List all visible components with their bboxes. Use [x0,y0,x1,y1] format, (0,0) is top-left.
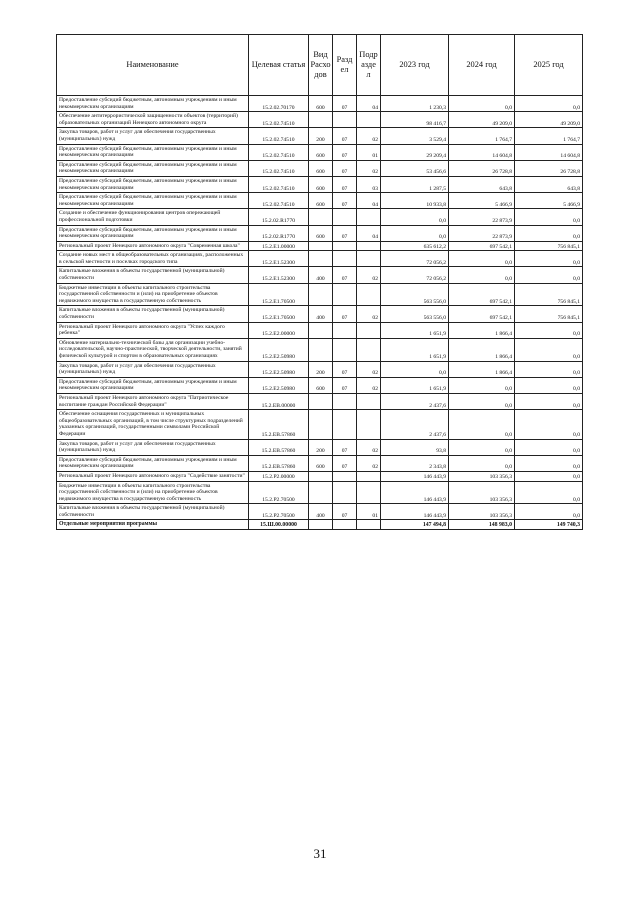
row-section-cell: 07 [333,306,357,322]
row-target-article-cell: 15.2.P2.70500 [249,481,309,504]
row-2025-value-cell: 0,0 [515,322,583,338]
row-section-cell [333,112,357,128]
row-name-cell: Предоставление субсидий бюджетным, автономным учреждениям и иным некоммерческим организациям [57,96,249,112]
row-2024-value-cell: 148 983,0 [449,520,515,530]
row-expense-type-cell: 200 [309,361,333,377]
row-2025-value-cell: 26 728,8 [515,160,583,176]
row-subsection-cell [357,209,381,225]
table-row [57,128,583,144]
row-expense-type-cell: 600 [309,377,333,393]
row-2023-value-cell: 146 443,9 [381,504,449,520]
row-2025-value-cell: 0,0 [515,439,583,455]
row-2024-value-cell: 0,0 [449,393,515,409]
row-name-cell: Создание и обеспечение функционирования центров опережающей профессиональной подготовки [57,209,249,225]
table-row [57,471,583,481]
row-2025-value-cell: 0,0 [515,251,583,267]
row-name-cell: Предоставление субсидий бюджетным, автономным учреждениям и иным некоммерческим организациям [57,176,249,192]
row-section-cell: 07 [333,176,357,192]
row-expense-type-cell: 600 [309,144,333,160]
row-2024-value-cell: 697 542,1 [449,306,515,322]
row-subsection-cell [357,471,381,481]
row-expense-type-cell: 600 [309,160,333,176]
row-expense-type-cell: 600 [309,455,333,471]
row-subsection-cell [357,112,381,128]
row-target-article-cell: 15.Ш.00.00000 [249,520,309,530]
row-2024-value-cell: 0,0 [449,410,515,439]
row-name-cell: Региональный проект Ненецкого автономного округа "Современная школа" [57,241,249,251]
row-expense-type-cell: 600 [309,225,333,241]
row-name-cell: Региональный проект Ненецкого автономного округа "Успех каждого ребенка" [57,322,249,338]
table-row [57,481,583,504]
row-section-cell [333,393,357,409]
table-row [57,251,583,267]
row-target-article-cell: 15.2.E1.52300 [249,267,309,283]
row-2025-value-cell: 0,0 [515,209,583,225]
row-2023-value-cell: 1 651,9 [381,322,449,338]
row-subsection-cell [357,410,381,439]
row-name-cell: Капитальные вложения в объекты государственной (муниципальной) собственности [57,504,249,520]
row-2025-value-cell: 0,0 [515,377,583,393]
row-expense-type-cell [309,520,333,530]
row-section-cell: 07 [333,377,357,393]
row-2025-value-cell: 1 764,7 [515,128,583,144]
row-2025-value-cell: 0,0 [515,361,583,377]
row-name-cell: Отдельные мероприятия программы [57,520,249,530]
row-2023-value-cell: 147 494,8 [381,520,449,530]
row-section-cell: 07 [333,439,357,455]
row-name-cell: Закупка товаров, работ и услуг для обеспечения государственных (муниципальных) нужд [57,128,249,144]
row-2025-value-cell: 756 845,1 [515,241,583,251]
row-expense-type-cell: 400 [309,267,333,283]
row-expense-type-cell: 200 [309,439,333,455]
row-section-cell: 07 [333,504,357,520]
row-subsection-cell: 02 [357,439,381,455]
table-row [57,241,583,251]
row-target-article-cell: 15.2.E2.00000 [249,322,309,338]
row-2025-value-cell: 0,0 [515,504,583,520]
row-section-cell [333,283,357,306]
table-row [57,322,583,338]
row-2024-value-cell: 1 866,4 [449,322,515,338]
row-2023-value-cell: 1 287,5 [381,176,449,192]
row-section-cell: 07 [333,144,357,160]
row-2023-value-cell: 72 056,2 [381,267,449,283]
row-target-article-cell: 15.2.02.74510 [249,144,309,160]
row-2023-value-cell: 98 416,7 [381,112,449,128]
row-2024-value-cell: 0,0 [449,251,515,267]
row-target-article-cell: 15.2.E1.52300 [249,251,309,267]
row-section-cell [333,322,357,338]
table-row [57,267,583,283]
page-number: 31 [313,846,327,861]
row-section-cell [333,209,357,225]
row-target-article-cell: 15.2.P2.00000 [249,471,309,481]
row-2024-value-cell: 103 356,3 [449,471,515,481]
row-2023-value-cell: 93,8 [381,439,449,455]
row-expense-type-cell: 600 [309,96,333,112]
row-2025-value-cell: 5 466,9 [515,193,583,209]
row-2023-value-cell: 0,0 [381,361,449,377]
row-section-cell [333,481,357,504]
row-section-cell: 07 [333,361,357,377]
row-subsection-cell: 04 [357,225,381,241]
row-subsection-cell [357,338,381,361]
row-section-cell: 07 [333,225,357,241]
row-target-article-cell: 15.2.EB.00000 [249,393,309,409]
row-expense-type-cell: 600 [309,176,333,192]
header-row [57,35,583,96]
row-2025-value-cell: 643,8 [515,176,583,192]
row-2025-value-cell: 49 209,0 [515,112,583,128]
row-section-cell: 07 [333,193,357,209]
row-subsection-cell [357,520,381,530]
row-name-cell: Бюджетные инвестиции в объекты капитального строительства государственной собственности и (или) на приобретение объектов недвижимого имущества в государственную собственность [57,481,249,504]
table-row [57,361,583,377]
row-expense-type-cell: 400 [309,306,333,322]
row-subsection-cell: 02 [357,455,381,471]
row-2023-value-cell: 2 343,8 [381,455,449,471]
row-name-cell: Бюджетные инвестиции в объекты капитального строительства государственной собственности и (или) на приобретение объектов недвижимого имущества в государственную собственность [57,283,249,306]
table-header [57,35,583,96]
row-expense-type-cell: 200 [309,128,333,144]
row-expense-type-cell [309,209,333,225]
row-expense-type-cell [309,393,333,409]
row-expense-type-cell [309,112,333,128]
row-section-cell: 07 [333,128,357,144]
row-name-cell: Обеспечение оснащения государственных и муниципальных общеобразовательных организаций, в том числе структурных подразделений указанных организаций, государственными символами Российской Федерации [57,410,249,439]
header-year-2024: 2024 год [449,35,515,96]
row-2024-value-cell: 5 466,9 [449,193,515,209]
row-subsection-cell: 01 [357,144,381,160]
row-target-article-cell: 15.2.02.74510 [249,128,309,144]
row-expense-type-cell [309,251,333,267]
table-row [57,112,583,128]
row-name-cell: Предоставление субсидий бюджетным, автономным учреждениям и иным некоммерческим организациям [57,377,249,393]
row-section-cell: 07 [333,455,357,471]
row-section-cell [333,520,357,530]
row-2024-value-cell: 1 764,7 [449,128,515,144]
row-section-cell [333,410,357,439]
row-target-article-cell: 15.2.E1.70500 [249,306,309,322]
row-target-article-cell: 15.2.E2.50980 [249,361,309,377]
row-name-cell: Капитальные вложения в объекты государственной (муниципальной) собственности [57,267,249,283]
row-section-cell [333,241,357,251]
row-2024-value-cell: 103 356,3 [449,504,515,520]
header-expense-type: Вид Расхо дов [309,35,333,96]
row-section-cell: 07 [333,96,357,112]
row-expense-type-cell: 400 [309,504,333,520]
row-target-article-cell: 15.2.E1.70500 [249,283,309,306]
row-2023-value-cell: 1 651,9 [381,338,449,361]
row-name-cell: Региональный проект Ненецкого автономного округа "Патриотическое воспитание граждан Российской Федерации" [57,393,249,409]
row-2024-value-cell: 0,0 [449,377,515,393]
row-subsection-cell [357,322,381,338]
row-expense-type-cell [309,410,333,439]
row-subsection-cell: 02 [357,267,381,283]
row-2024-value-cell: 103 356,3 [449,481,515,504]
row-target-article-cell: 15.2.02.R1770 [249,209,309,225]
row-2025-value-cell: 756 845,1 [515,283,583,306]
row-section-cell [333,338,357,361]
table-row [57,176,583,192]
row-section-cell: 07 [333,267,357,283]
row-2024-value-cell: 22 873,9 [449,209,515,225]
row-2024-value-cell: 697 542,1 [449,241,515,251]
row-2025-value-cell: 0,0 [515,267,583,283]
row-name-cell: Региональный проект Ненецкого автономного округа "Содействие занятости" [57,471,249,481]
row-2025-value-cell: 0,0 [515,338,583,361]
row-subsection-cell: 02 [357,377,381,393]
row-subsection-cell: 03 [357,176,381,192]
row-name-cell: Обеспечение антитеррористической защищенности объектов (территорий) образовательных организаций Ненецкого автономного округа [57,112,249,128]
table-row [57,504,583,520]
row-expense-type-cell [309,471,333,481]
row-subsection-cell [357,241,381,251]
header-subsection: Подр азде л [357,35,381,96]
row-2025-value-cell: 0,0 [515,225,583,241]
row-2023-value-cell: 635 612,2 [381,241,449,251]
header-name: Наименование [57,35,249,96]
row-2023-value-cell: 29 209,4 [381,144,449,160]
table-row [57,96,583,112]
table-row [57,144,583,160]
table-row [57,193,583,209]
row-2023-value-cell: 2 437,6 [381,410,449,439]
row-2024-value-cell: 697 542,1 [449,283,515,306]
row-2023-value-cell: 563 556,0 [381,306,449,322]
row-expense-type-cell [309,338,333,361]
row-2024-value-cell: 22 873,9 [449,225,515,241]
row-2023-value-cell: 1 651,9 [381,377,449,393]
row-target-article-cell: 15.2.P2.70500 [249,504,309,520]
row-target-article-cell: 15.2.E1.00000 [249,241,309,251]
row-2024-value-cell: 26 728,8 [449,160,515,176]
row-section-cell [333,251,357,267]
row-2024-value-cell: 0,0 [449,439,515,455]
row-2023-value-cell: 0,0 [381,225,449,241]
row-target-article-cell: 15.2.E2.50980 [249,377,309,393]
row-target-article-cell: 15.2.02.74510 [249,112,309,128]
row-name-cell: Предоставление субсидий бюджетным, автономным учреждениям и иным некоммерческим организациям [57,225,249,241]
row-name-cell: Закупка товаров, работ и услуг для обеспечения государственных (муниципальных) нужд [57,361,249,377]
row-expense-type-cell [309,481,333,504]
row-2025-value-cell: 0,0 [515,455,583,471]
row-subsection-cell [357,393,381,409]
row-2024-value-cell: 0,0 [449,267,515,283]
table-row [57,283,583,306]
row-2023-value-cell: 72 056,2 [381,251,449,267]
row-2024-value-cell: 0,0 [449,96,515,112]
table-row [57,209,583,225]
row-2024-value-cell: 49 209,0 [449,112,515,128]
row-2024-value-cell: 1 866,4 [449,338,515,361]
row-name-cell: Предоставление субсидий бюджетным, автономным учреждениям и иным некоммерческим организациям [57,144,249,160]
table-row [57,393,583,409]
row-2025-value-cell: 0,0 [515,393,583,409]
row-name-cell: Предоставление субсидий бюджетным, автономным учреждениям и иным некоммерческим организациям [57,455,249,471]
table-row [57,160,583,176]
row-2025-value-cell: 0,0 [515,471,583,481]
row-2023-value-cell: 2 437,6 [381,393,449,409]
row-subsection-cell [357,481,381,504]
row-target-article-cell: 15.2.E2.50980 [249,338,309,361]
row-name-cell: Обновление материально-технической базы для организации учебно-исследовательской, научно-практической, творческой деятельности, занятий физической культурой и спортом в образовательных организациях [57,338,249,361]
row-2025-value-cell: 0,0 [515,410,583,439]
row-subsection-cell: 01 [357,504,381,520]
row-subsection-cell [357,283,381,306]
row-expense-type-cell [309,283,333,306]
row-target-article-cell: 15.2.02.74510 [249,176,309,192]
table-row [57,410,583,439]
table-row [57,377,583,393]
row-expense-type-cell: 600 [309,193,333,209]
row-2025-value-cell: 149 740,3 [515,520,583,530]
row-subsection-cell [357,251,381,267]
row-name-cell: Предоставление субсидий бюджетным, автономным учреждениям и иным некоммерческим организациям [57,193,249,209]
table-row [57,455,583,471]
row-expense-type-cell [309,322,333,338]
row-2023-value-cell: 0,0 [381,209,449,225]
row-2025-value-cell: 0,0 [515,481,583,504]
row-target-article-cell: 15.2.EB.57860 [249,410,309,439]
row-2024-value-cell: 0,0 [449,455,515,471]
row-target-article-cell: 15.2.EB.57860 [249,455,309,471]
row-section-cell: 07 [333,160,357,176]
row-target-article-cell: 15.2.02.70170 [249,96,309,112]
row-name-cell: Закупка товаров, работ и услуг для обеспечения государственных (муниципальных) нужд [57,439,249,455]
row-name-cell: Капитальные вложения в объекты государственной (муниципальной) собственности [57,306,249,322]
row-2023-value-cell: 53 456,6 [381,160,449,176]
row-2024-value-cell: 14 604,8 [449,144,515,160]
row-2023-value-cell: 563 556,0 [381,283,449,306]
row-section-cell [333,471,357,481]
row-target-article-cell: 15.2.02.74510 [249,193,309,209]
row-target-article-cell: 15.2.02.74510 [249,160,309,176]
header-target-article: Целевая статья [249,35,309,96]
row-2024-value-cell: 1 866,4 [449,361,515,377]
row-2023-value-cell: 3 529,4 [381,128,449,144]
row-subsection-cell: 02 [357,128,381,144]
row-subsection-cell: 04 [357,193,381,209]
row-name-cell: Создание новых мест в общеобразовательных организациях, расположенных в сельской местности и поселках городского типа [57,251,249,267]
row-name-cell: Предоставление субсидий бюджетным, автономным учреждениям и иным некоммерческим организациям [57,160,249,176]
header-year-2023: 2023 год [381,35,449,96]
table-row [57,338,583,361]
budget-table-container [56,34,582,530]
row-target-article-cell: 15.2.EB.57860 [249,439,309,455]
row-subsection-cell: 02 [357,361,381,377]
row-expense-type-cell [309,241,333,251]
table-row [57,439,583,455]
row-subsection-cell: 02 [357,306,381,322]
row-target-article-cell: 15.2.02.R1770 [249,225,309,241]
row-2025-value-cell: 756 845,1 [515,306,583,322]
table-row [57,225,583,241]
row-2024-value-cell: 643,8 [449,176,515,192]
budget-table [56,34,583,530]
row-2023-value-cell: 146 443,9 [381,481,449,504]
row-2023-value-cell: 10 933,8 [381,193,449,209]
row-2023-value-cell: 1 230,3 [381,96,449,112]
row-subsection-cell: 02 [357,160,381,176]
table-row [57,306,583,322]
row-2023-value-cell: 146 443,9 [381,471,449,481]
table-body [57,96,583,530]
row-2025-value-cell: 0,0 [515,96,583,112]
total-row [57,520,583,530]
row-2025-value-cell: 14 604,8 [515,144,583,160]
header-year-2025: 2025 год [515,35,583,96]
header-section: Разд ел [333,35,357,96]
row-subsection-cell: 04 [357,96,381,112]
